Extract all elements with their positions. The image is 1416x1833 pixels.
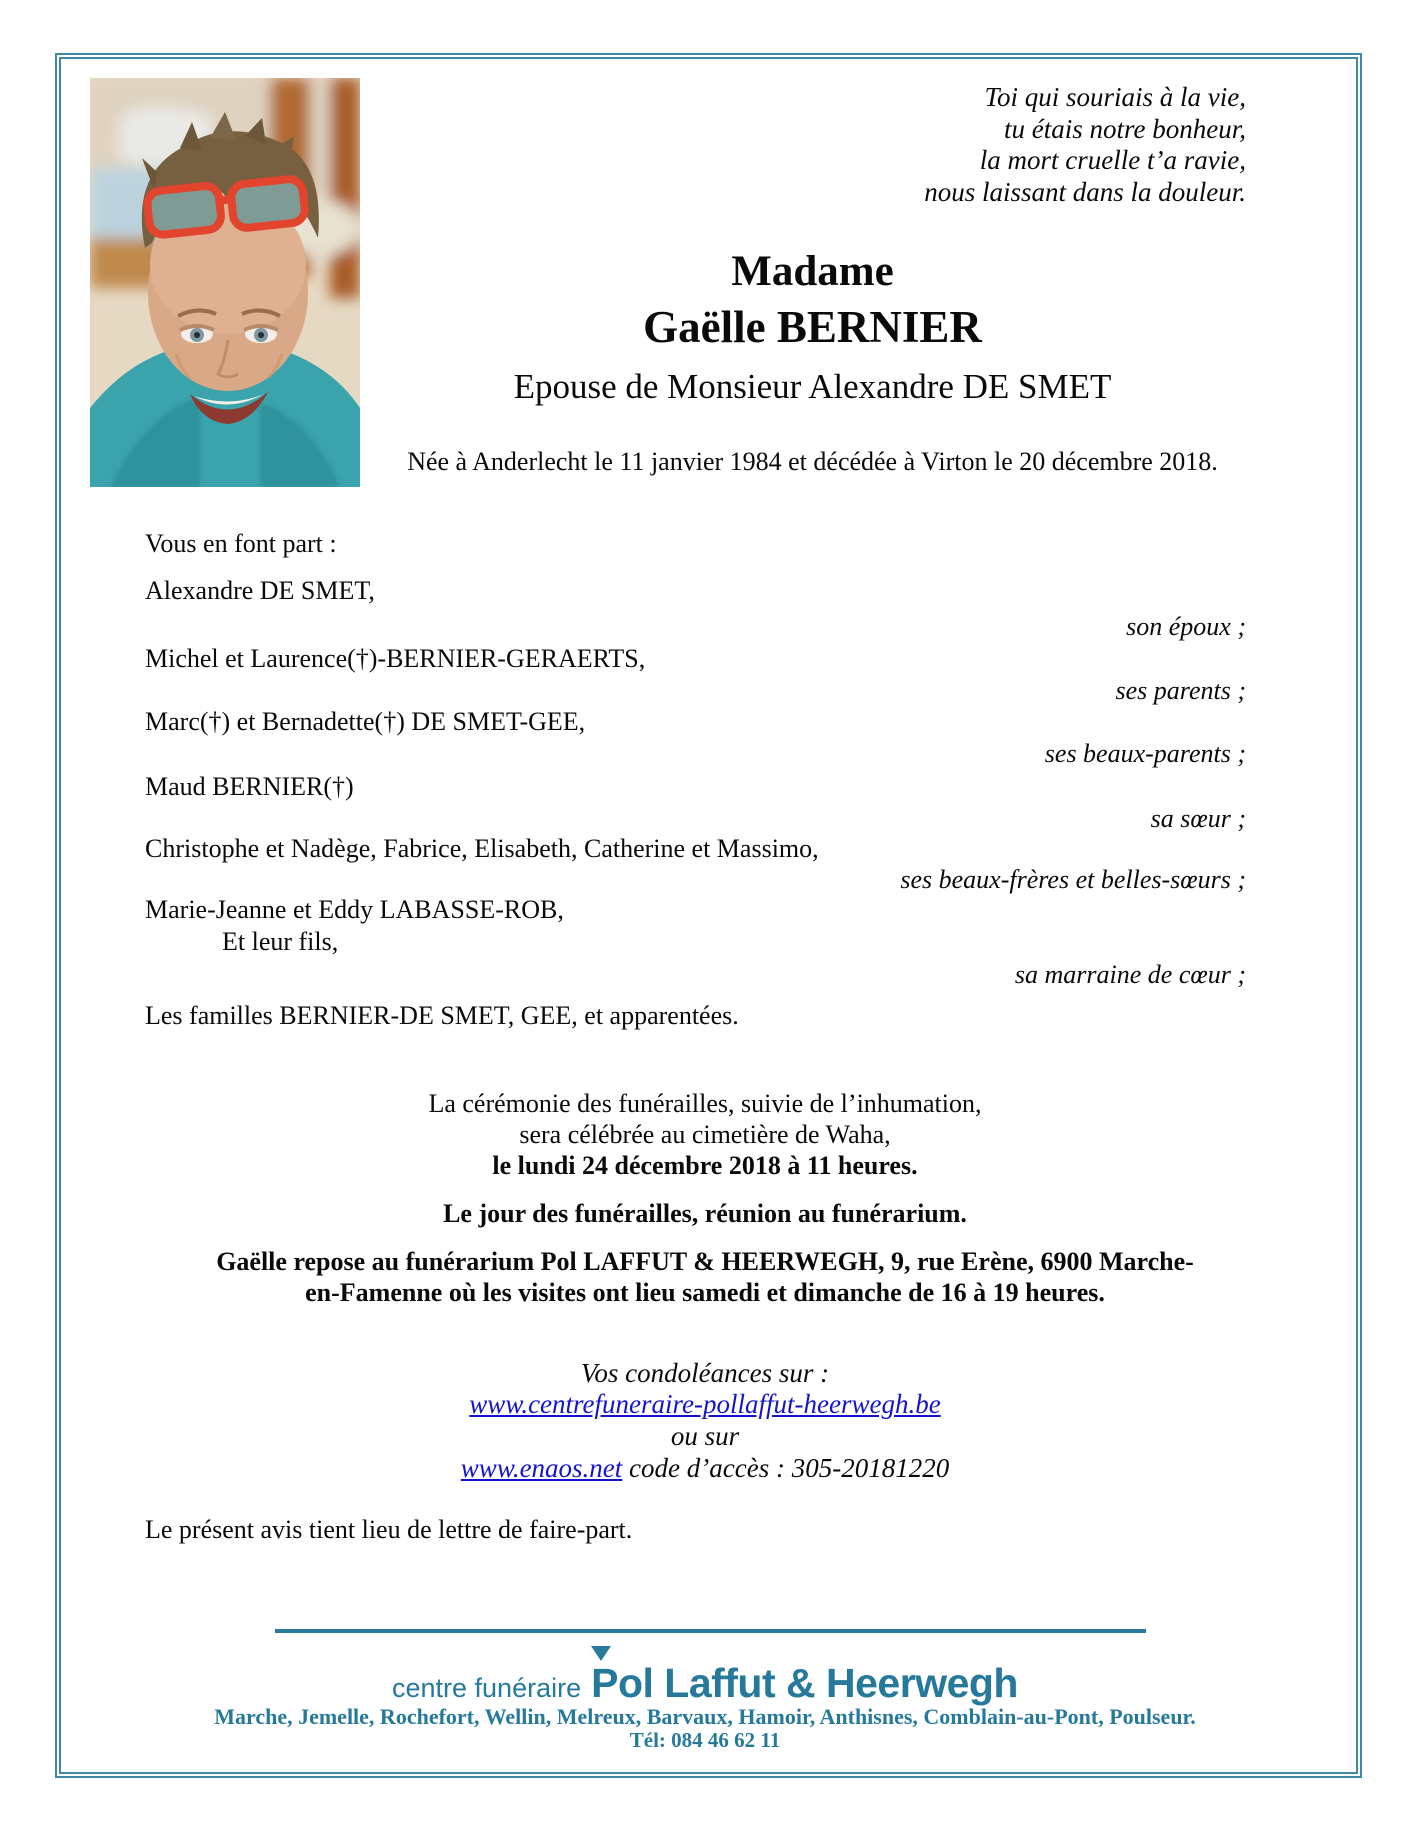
logo-name-wrap	[591, 1660, 1018, 1707]
footer-separator	[275, 1629, 1146, 1633]
repose-line: en-Famenne où les visites ont lieu samedi et dimanche de 16 à 19 heures.	[305, 1278, 1105, 1307]
condolences-between: ou sur	[670, 1421, 740, 1451]
condolences-intro: Vos condoléances sur :	[580, 1358, 830, 1388]
poem-line: la mort cruelle t’a ravie,	[979, 145, 1246, 175]
portrait-photo	[90, 78, 360, 487]
ceremony-line: La cérémonie des funérailles, suivie de l’inhumation,	[428, 1089, 982, 1118]
relative-relation: ses beaux-frères et belles-sœurs ;	[900, 865, 1246, 894]
relative-relation: sa sœur ;	[1150, 804, 1246, 833]
enaos-website-link[interactable]: www.enaos.net	[460, 1453, 623, 1483]
ceremony-line: sera célébrée au cimetière de Waha,	[519, 1120, 891, 1149]
poem-line: nous laissant dans la douleur.	[924, 176, 1246, 207]
title-madame: Madame	[731, 248, 894, 295]
announcement-intro: Vous en font part :	[145, 529, 337, 558]
condolences-link1-line	[90, 1389, 1320, 1420]
poem-line: Toi qui souriais à la vie,	[984, 82, 1246, 112]
memorial-poem	[924, 82, 1246, 208]
notice-line: Le présent avis tient lieu de lettre de faire-part.	[145, 1515, 633, 1544]
relative-relation: ses parents ;	[1115, 676, 1246, 705]
logo-triangle-icon	[591, 1646, 611, 1661]
relative-names-line2: Et leur fils,	[222, 927, 339, 956]
ceremony-date-line: le lundi 24 décembre 2018 à 11 heures.	[492, 1151, 918, 1180]
footer-cities: Marche, Jemelle, Rochefort, Wellin, Melreux, Barvaux, Hamoir, Anthisnes, Comblain-au-Pont, Poulseur.	[214, 1704, 1196, 1729]
logo-prefix: centre funéraire	[392, 1673, 582, 1703]
relative-relation: sa marraine de cœur ;	[1014, 960, 1246, 989]
relative-names: Alexandre DE SMET,	[145, 576, 375, 605]
relative-relation: son époux ;	[1126, 612, 1246, 641]
logo-name: Pol Laffut & Heerwegh	[591, 1660, 1018, 1706]
deceased-name: Gaëlle BERNIER	[643, 302, 982, 352]
repose-line: Gaëlle repose au funérarium Pol LAFFUT & HEERWEGH, 9, rue Erène, 6900 Marche-	[216, 1247, 1194, 1276]
spouse-subtitle: Epouse de Monsieur Alexandre DE SMET	[513, 367, 1112, 406]
relative-names: Marc(†) et Bernadette(†) DE SMET-GEE,	[145, 707, 586, 736]
access-code: code d’accès : 305-20181220	[622, 1453, 950, 1483]
poem-line: tu étais notre bonheur,	[1004, 113, 1246, 144]
funeral-home-website-link[interactable]: www.centrefuneraire-pollaffut-heerwegh.be	[469, 1389, 941, 1419]
footer-phone: Tél: 084 46 62 11	[629, 1728, 781, 1752]
relative-names: Maud BERNIER(†)	[145, 772, 354, 801]
funeral-home-logo	[90, 1660, 1320, 1707]
reunion-line: Le jour des funérailles, réunion au funérarium.	[443, 1199, 967, 1228]
condolences-link2-line	[90, 1453, 1320, 1484]
relative-relation: ses beaux-parents ;	[1044, 739, 1246, 768]
relative-names: Christophe et Nadège, Fabrice, Elisabeth, Catherine et Massimo,	[145, 834, 819, 863]
relative-names: Marie-Jeanne et Eddy LABASSE-ROB,	[145, 895, 564, 924]
relative-names: Michel et Laurence(†)-BERNIER-GERAERTS,	[145, 644, 646, 673]
families-line: Les familles BERNIER-DE SMET, GEE, et apparentées.	[145, 1001, 739, 1030]
birth-death-line: Née à Anderlecht le 11 janvier 1984 et décédée à Virton le 20 décembre 2018.	[407, 447, 1218, 476]
